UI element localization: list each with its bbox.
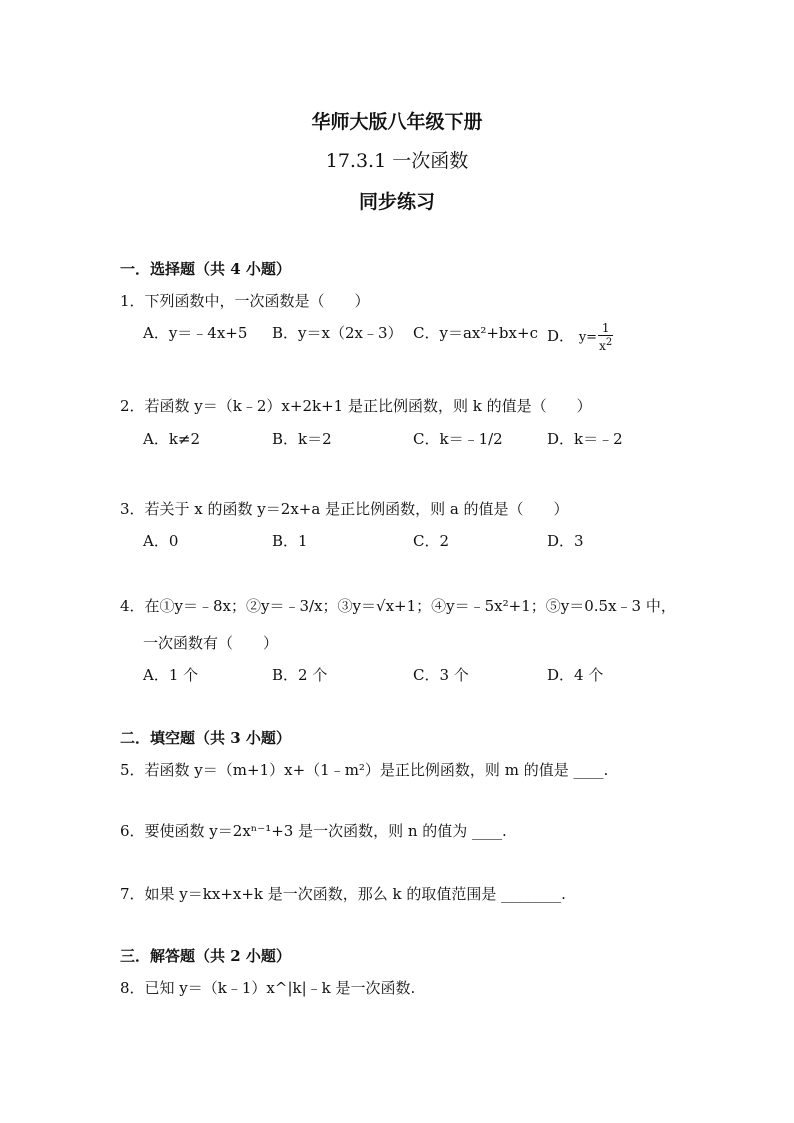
section-heading-choice: 一．选择题（共 4 小题） [120, 260, 291, 278]
option-d-formula: y= $\frac{1}{x^2}$ [578, 321, 613, 353]
question-4-stem-line2: 一次函数有（ ） [143, 634, 279, 652]
question-1-options [143, 321, 763, 353]
option-c: C．2 [413, 532, 450, 550]
section-heading-fill: 二．填空题（共 3 小题） [120, 729, 291, 747]
option-a: A．k≠2 [143, 430, 201, 448]
option-d-label: D． [547, 327, 575, 345]
option-c: C．k＝﹣1/2 [413, 430, 503, 448]
question-3-options [143, 530, 763, 554]
option-a: A．0 [143, 532, 179, 550]
exercise-subtitle: 同步练习 [358, 191, 435, 213]
option-d [547, 322, 614, 353]
question-5-stem: 5．若函数 y＝（m+1）x+（1﹣m²）是正比例函数，则 m 的值是 ____. [120, 761, 609, 779]
option-b: B．1 [272, 532, 308, 550]
question-1-stem: 1．下列函数中，一次函数是（ ） [120, 292, 370, 310]
question-7-stem: 7．如果 y＝kx+x+k 是一次函数，那么 k 的取值范围是 ________. [120, 885, 566, 903]
option-d: D．3 [547, 532, 584, 550]
option-a: A．y＝﹣4x+5 [143, 324, 248, 342]
option-a: A．1 个 [143, 666, 199, 684]
question-3-stem: 3．若关于 x 的函数 y＝2x+a 是正比例函数，则 a 的值是（ ） [120, 500, 569, 518]
question-6-stem: 6．要使函数 y＝2xⁿ⁻¹+3 是一次函数，则 n 的值为 ____. [120, 822, 507, 840]
question-4-options [143, 664, 763, 688]
question-2-options [143, 428, 763, 452]
option-b: B．2 个 [272, 666, 328, 684]
option-b: B．y＝x（2x﹣3） [272, 324, 403, 342]
lesson-title: 17.3.1 一次函数 [325, 150, 469, 172]
option-d: D．k＝﹣2 [547, 430, 623, 448]
option-b: B．k＝2 [272, 430, 332, 448]
option-c: C．3 个 [413, 666, 469, 684]
question-2-stem: 2．若函数 y＝（k﹣2）x+2k+1 是正比例函数，则 k 的值是（ ） [120, 397, 592, 415]
question-8-stem: 8．已知 y＝（k﹣1）x^|k|﹣k 是一次函数. [120, 979, 416, 997]
option-c: C．y＝ax²+bx+c [413, 324, 538, 342]
option-d: D．4 个 [547, 666, 604, 684]
book-title: 华师大版八年级下册 [311, 111, 483, 133]
section-heading-solve: 三．解答题（共 2 小题） [120, 947, 291, 965]
question-4-stem-line1: 4．在①y＝﹣8x；②y＝﹣3/x；③y＝√x+1；④y＝﹣5x²+1；⑤y＝0.5x﹣3 中， [120, 597, 676, 615]
